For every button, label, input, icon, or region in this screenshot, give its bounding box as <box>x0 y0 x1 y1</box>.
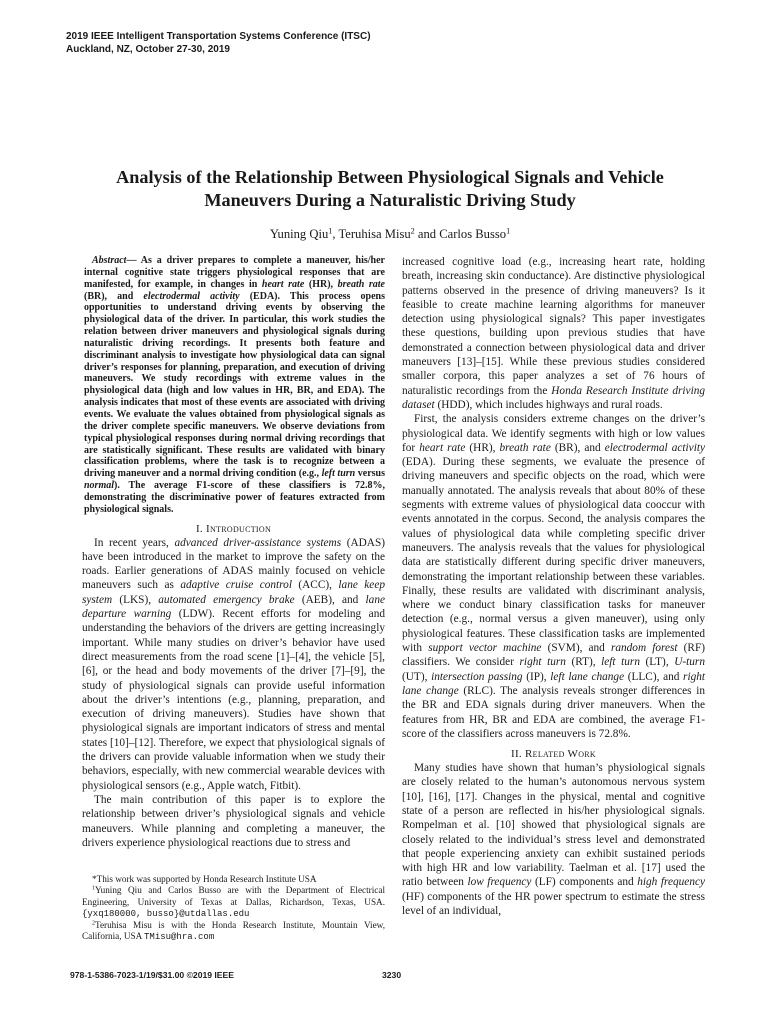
abstract-term: breath rate <box>337 278 385 290</box>
body-text: (LF) components and <box>531 876 638 889</box>
body-term: right turn <box>519 656 566 669</box>
abstract-dash: — <box>126 255 141 266</box>
abstract-text: ). The average F1-score of these classifiers is 72.8%, demonstrating the discriminative power of features extracted from physiological signals. <box>84 480 385 515</box>
footnote-marker: 2 <box>92 920 95 927</box>
body-term: Honda Research Institute driving dataset <box>402 384 706 411</box>
conference-header <box>66 30 371 56</box>
author-3: Carlos Busso <box>439 227 507 241</box>
intro-paragraph <box>402 255 705 412</box>
related-paragraph <box>402 761 705 918</box>
body-term: U-turn <box>674 656 705 669</box>
body-term: low frequency <box>467 876 532 889</box>
funding-footnote: *This work was supported by Honda Research Institute USA <box>92 874 317 884</box>
author-separator: , <box>332 227 339 241</box>
page-number: 3230 <box>382 970 402 980</box>
body-text: (HF) components of the HR power spectrum to estimate the stress level of an individual, <box>402 890 705 918</box>
right-column <box>402 255 705 918</box>
abstract-text: versus <box>355 468 385 480</box>
body-text: (RT), <box>565 656 602 669</box>
body-text: (HDD), which includes highways and rural roads. <box>434 398 663 411</box>
body-text: (SVM), and <box>541 642 611 655</box>
author-separator: and <box>414 227 440 241</box>
author-1: Yuning Qiu <box>269 227 329 241</box>
body-term: lane departure warning <box>82 593 385 621</box>
abstract <box>84 255 385 516</box>
intro-paragraph: The main contribution of this paper is to explore the relationship between driver’s physiological signals and vehicle maneuvers. While planning and completing a maneuver, the drivers experience physiological reactions due to stress and <box>82 793 385 849</box>
intro-paragraph <box>402 412 705 741</box>
body-term: electrodermal activity <box>604 441 705 454</box>
body-text: (ADAS) have been introduced in the market to improve the safety on the roads. Earlier generations of ADAS mainly focused on vehicle maneuvers such as <box>82 536 386 592</box>
left-column <box>82 255 385 850</box>
body-text: (LLC), and <box>624 670 684 683</box>
body-text: (ACC), <box>291 579 339 592</box>
body-text: (IP), <box>522 670 551 683</box>
body-text: (LT), <box>639 656 675 669</box>
author-1-affiliation: 1 <box>328 226 333 236</box>
body-text: (BR), and <box>550 441 605 454</box>
abstract-text: (HR), <box>304 278 338 290</box>
body-text: (UT), <box>402 670 432 683</box>
body-term: adaptive cruise control <box>180 579 292 592</box>
body-term: breath rate <box>499 441 551 454</box>
author-2: Teruhisa Misu <box>338 227 411 241</box>
abstract-term: normal <box>84 480 115 492</box>
body-term: support vector machine <box>428 642 542 655</box>
intro-paragraph <box>82 536 385 793</box>
body-text: increased cognitive load (e.g., increasing heart rate, holding breath, increasing skin conductance). Are distinctive physiological patterns observed in the presence of driving maneuvers? Is it feasible to create machine learning algorithms for maneuver detection using physiological signals? This paper investigates these questions, building upon previous studies that have demonstrated a connection between physiological data and driver maneuvers [13]–[15]. While these previous studies considered smaller corpora, this paper analyzes a set of 76 hours of naturalistic recordings from the <box>402 256 705 397</box>
body-term: left lane change <box>550 670 625 683</box>
body-term: heart rate <box>419 441 466 454</box>
body-text: (LKS), <box>112 593 159 606</box>
abstract-text: (EDA). This process opens opportunities to understand driving events by observing the physiological data of the driver. In particular, this work studies the relation between driver maneuvers and physiological signals during naturalistic driving recordings. It presents both feature and discriminant analysis to investigate how physiological data can signal driver’s responses for planning, preparation, and execution of driving maneuvers. We study recordings with extreme values in the physiological data (high and low values in HR, BR, and EDA). The analysis indicates that most of these events are associated with driving events. We evaluate the values obtained from physiological signals as the driver complete specific maneuvers. We observe deviations from typical physiological responses during normal driving recordings that are statistically significant. These results are validated with binary classification problems, where the task is to recognize between a driving maneuver and a normal driving condition (e.g., <box>84 290 385 480</box>
affiliation-footnote-1 <box>82 885 385 920</box>
section-heading-related-work: II. Related Work <box>510 748 596 761</box>
body-term: intersection passing <box>431 670 523 683</box>
body-term: lane keep system <box>82 579 385 606</box>
body-term: right lane change <box>402 670 706 697</box>
author-list <box>70 226 710 242</box>
abstract-text: (BR), and <box>84 290 144 302</box>
title-line-2: Maneuvers During a Naturalistic Driving Study <box>204 190 576 210</box>
body-text: (LDW). Recent efforts for modeling and understanding the behaviors of the drivers are getting increasingly important. While many studies on driver’s behavior have used direct measurements from the road scene [1]–[4], the vehicle [5], [6], or the head and body movements of the driver [7]–[9], the study of physiological signals can provide useful information about the driver’s intentions (e.g., planning, preparation, and execution of driving maneuvers). Studies have shown that physiological signals are important indicators of stress and mental states [10]–[12]. Therefore, we expect that physiological signals of the drivers can provide valuable information when we study their behaviors, especially, with new commercial wearable devices with physiological sensors (e.g., Apple watch, Fitbit). <box>82 608 385 792</box>
body-term: random forest <box>610 642 678 655</box>
footnote-marker: 1 <box>92 886 95 893</box>
conference-name: 2019 IEEE Intelligent Transportation Systems Conference (ITSC) <box>66 31 371 42</box>
author-2-affiliation: 2 <box>410 226 415 236</box>
abstract-label: Abstract <box>92 255 127 266</box>
title-line-1: Analysis of the Relationship Between Physiological Signals and Vehicle <box>116 167 664 187</box>
paper-title <box>70 166 710 212</box>
body-text: (RF) classifiers. We consider <box>402 642 705 669</box>
body-text: (AEB), and <box>294 593 366 606</box>
section-heading-introduction: I. Introduction <box>195 522 272 535</box>
footnotes <box>82 874 385 944</box>
body-text: First, the analysis considers extreme changes on the driver’s physiological data. We identify segments with high or low values for <box>402 413 705 454</box>
footnote-text: Yuning Qiu and Carlos Busso are with the Department of Electrical Engineering, University of Texas at Dallas, Richardson, Texas, USA. <box>82 885 385 907</box>
conference-location: Auckland, NZ, October 27-30, 2019 <box>66 44 230 55</box>
body-term: automated emergency brake <box>158 593 295 606</box>
affiliation-footnote-2 <box>82 920 385 944</box>
abstract-term: heart rate <box>261 278 305 290</box>
body-term: advanced driver-assistance systems <box>174 536 342 549</box>
body-text: (HR), <box>465 441 500 454</box>
body-term: high frequency <box>637 876 705 889</box>
footnote-text: Teruhisa Misu is with the Honda Research Institute, Mountain View, California, USA <box>82 920 385 942</box>
abstract-term: electrodermal activity <box>143 290 240 302</box>
author-3-affiliation: 1 <box>506 226 511 236</box>
body-text: In recent years, <box>94 536 175 549</box>
abstract-term: left turn <box>321 468 356 480</box>
body-text: (RLC). The analysis reveals stronger differences in the BR and EDA signals during driver maneuvers. When the features from HR, BR and EDA are combined, the average F1-score of the classifiers across maneuvers is 72.8%. <box>402 684 705 740</box>
body-text: (EDA). During these segments, we evaluate the presence of driving maneuvers and specific objects on the road, which were manually annotated. The analysis reveals that about 80% of these segments with extreme values of physiological data cooccur with events annotated in the corpus. Second, the analysis compares the values of physiological data while completing specific driver maneuvers. The analysis reveals that the values for physiological data are statistically different during specific driver maneuvers, demonstrating the important relationship between these variables. Finally, these results are validated with discriminant analysis, where we conduct binary classification tasks for maneuver detection (e.g., normal versus a given maneuver), using only physiological features. These classification tasks are implemented with <box>402 456 705 655</box>
copyright-line: 978-1-5386-7023-1/19/$31.00 ©2019 IEEE <box>70 970 235 980</box>
author-email: TMisu@hra.com <box>144 932 215 943</box>
abstract-text: As a driver prepares to complete a maneuver, his/her internal cognitive state triggers physiological responses that are manifested, for example, in changes in <box>84 255 385 290</box>
author-email: {yxq180000, busso}@utdallas.edu <box>82 908 250 919</box>
body-text: Many studies have shown that human’s physiological signals are closely related to the human’s autonomous nervous system [10], [16], [17]. Changes in the physical, mental and cognitive state of a person are reflected in his/her physiological signals. Rompelman et al. [10] showed that physiological signals are closely related to the individual’s stress level and demonstrated that people experiencing anxiety can exhibit sustained periods with high HR and low variability. Taelman et al. [17] used the ratio between <box>402 762 705 889</box>
body-term: left turn <box>601 656 640 669</box>
